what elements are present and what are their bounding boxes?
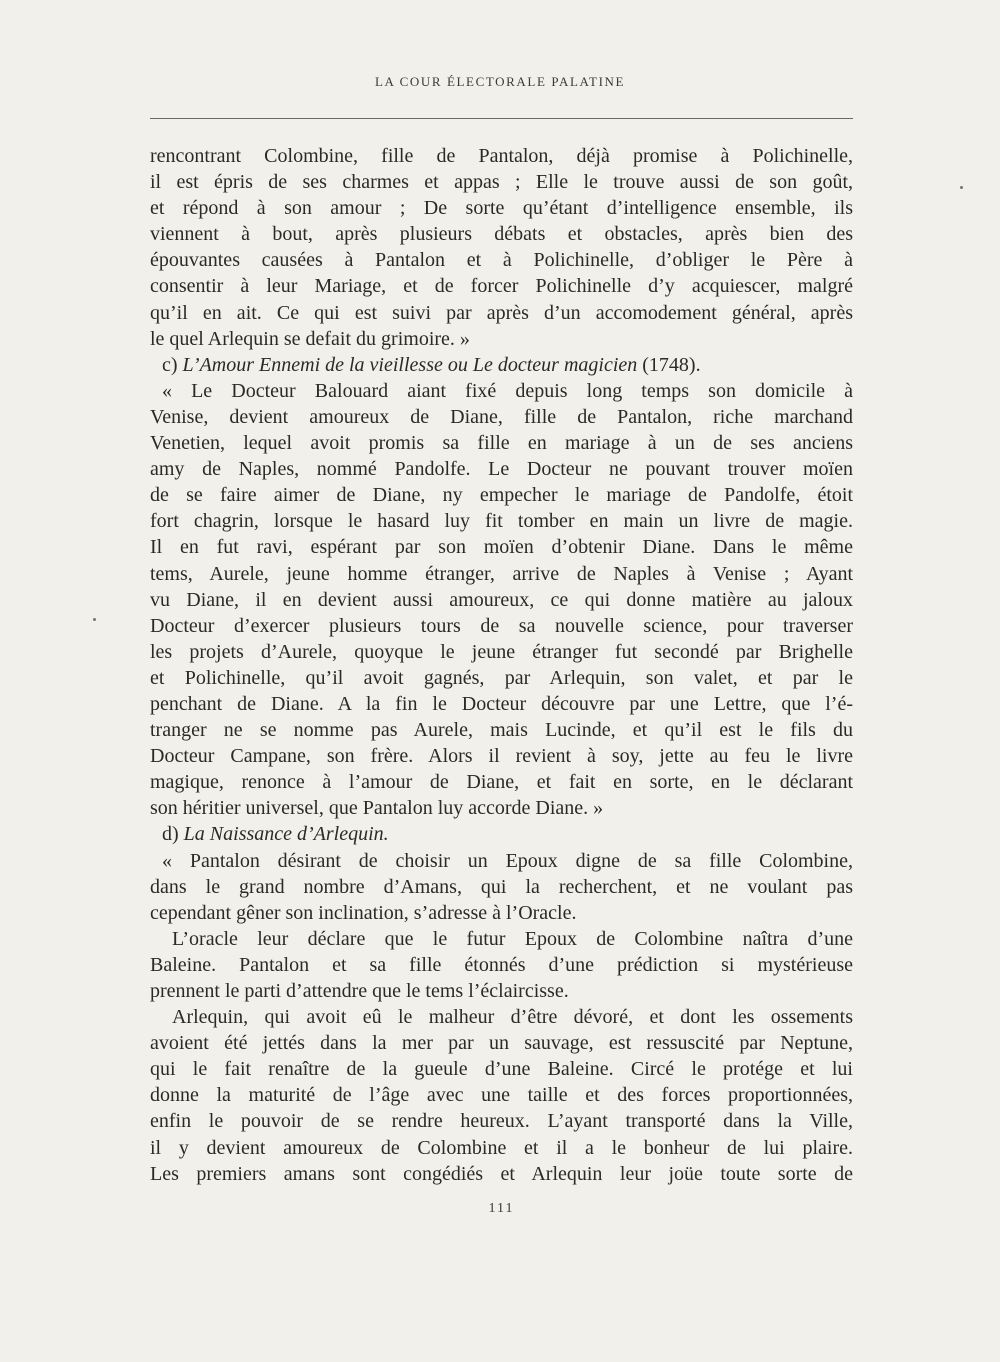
running-head: LA COUR ÉLECTORALE PALATINE xyxy=(374,74,626,89)
section-c-label: c) xyxy=(162,353,178,376)
text-line: tems, Aurele, jeune homme étranger, arrive de Naples à Venise ; Ayant xyxy=(150,562,853,585)
text-line: Il en fut ravi, espérant par son moïen d’obtenir Diane. Dans le même xyxy=(150,536,853,559)
text-line: prennent le parti d’attendre que le tems l’éclaircisse. xyxy=(150,980,569,1002)
paper-speck xyxy=(960,186,963,189)
text-line: et répond à son amour ; De sorte qu’étant d’intelligence ensemble, ils xyxy=(150,197,853,220)
text-line: Docteur Campane, son frère. Alors il revient à soy, jette au feu le livre xyxy=(150,745,853,768)
text-line: Baleine. Pantalon et sa fille étonnés d’une prédiction si mystérieuse xyxy=(150,953,853,976)
text-line: il y devient amoureux de Colombine et il a le bonheur de lui plaire. xyxy=(150,1136,853,1159)
text-line: « Le Docteur Balouard aiant fixé depuis long temps son domicile à xyxy=(162,379,853,402)
text-line: Les premiers amans sont congédiés et Arlequin leur joüe toute sorte de xyxy=(150,1162,853,1185)
text-line: vu Diane, il en devient aussi amoureux, ce qui donne matière au jaloux xyxy=(150,588,853,611)
text-line: Arlequin, qui avoit eû le malheur d’être dévoré, et dont les ossements xyxy=(172,1006,853,1029)
text-line: qu’il en ait. Ce qui est suivi par après d’un accomodement général, après xyxy=(150,301,853,324)
section-d-title: La Naissance d’Arlequin. xyxy=(183,823,389,846)
body-text xyxy=(150,143,853,1187)
text-line: il est épris de ses charmes et appas ; Elle le trouve aussi de son goût, xyxy=(150,171,853,194)
text-line: enfin le pouvoir de se rendre heureux. L’ayant transporté dans la Ville, xyxy=(150,1110,853,1133)
section-d-label: d) xyxy=(162,823,179,846)
text-line: magique, renonce à l’amour de Diane, et fait en sorte, en le déclarant xyxy=(150,771,853,794)
text-line: viennent à bout, après plusieurs débats et obstacles, après bien des xyxy=(150,223,853,246)
text-line: le quel Arlequin se defait du grimoire. » xyxy=(150,327,470,350)
section-d-heading xyxy=(150,821,853,847)
text-line: tranger ne se nomme pas Aurele, mais Lucinde, et qu’il est le fils du xyxy=(150,719,853,742)
text-line: et Polichinelle, qu’il avoit gagnés, par Arlequin, son valet, et par le xyxy=(150,666,853,689)
section-c-date: (1748). xyxy=(642,353,701,376)
text-line: épouvantes causées à Pantalon et à Polichinelle, d’obliger le Père à xyxy=(150,249,853,272)
text-line: rencontrant Colombine, fille de Pantalon, déjà promise à Polichinelle, xyxy=(150,145,853,167)
paper-speck xyxy=(93,618,96,621)
section-c-heading xyxy=(150,352,853,378)
text-line: les projets d’Aurele, quoyque le jeune étranger fut secondé par Brighelle xyxy=(150,640,853,663)
text-line: amy de Naples, nommé Pandolfe. Le Docteur ne pouvant trouver moïen xyxy=(150,458,853,481)
text-line: penchant de Diane. A la fin le Docteur découvre par une Lettre, que l’é- xyxy=(150,692,853,715)
text-line: dans le grand nombre d’Amans, qui la recherchent, et ne voulant pas xyxy=(150,875,853,898)
text-line: consentir à leur Mariage, et de forcer Polichinelle d’y acquiescer, malgré xyxy=(150,275,853,298)
text-line: donne la maturité de l’âge avec une taille et des forces proportionnées, xyxy=(150,1084,853,1107)
text-line: de se faire aimer de Diane, ny empecher le mariage de Pandolfe, étoit xyxy=(150,484,853,507)
text-line: qui le fait renaître de la gueule d’une Baleine. Circé le protége et lui xyxy=(150,1058,853,1081)
section-c-title: L’Amour Ennemi de la vieillesse ou Le docteur magicien xyxy=(182,353,638,376)
text-line: cependant gêner son inclination, s’adresse à l’Oracle. xyxy=(150,901,577,924)
text-line: L’oracle leur déclare que le futur Epoux de Colombine naîtra d’une xyxy=(172,927,853,950)
header-rule xyxy=(150,118,853,119)
page-number: 111 xyxy=(488,1201,515,1216)
text-line: fort chagrin, lorsque le hasard luy fit tomber en main un livre de magie. xyxy=(150,510,853,533)
text-line: Venetien, lequel avoit promis sa fille en mariage à un de ses anciens xyxy=(150,432,853,455)
text-line: Venise, devient amoureux de Diane, fille de Pantalon, riche marchand xyxy=(150,405,853,428)
text-line: son héritier universel, que Pantalon luy accorde Diane. » xyxy=(150,797,604,820)
text-line: « Pantalon désirant de choisir un Epoux digne de sa fille Colombine, xyxy=(162,849,853,872)
text-line: avoient été jettés dans la mer par un sauvage, est ressuscité par Neptune, xyxy=(150,1032,853,1055)
text-line: Docteur d’exercer plusieurs tours de sa nouvelle science, pour traverser xyxy=(150,614,853,637)
